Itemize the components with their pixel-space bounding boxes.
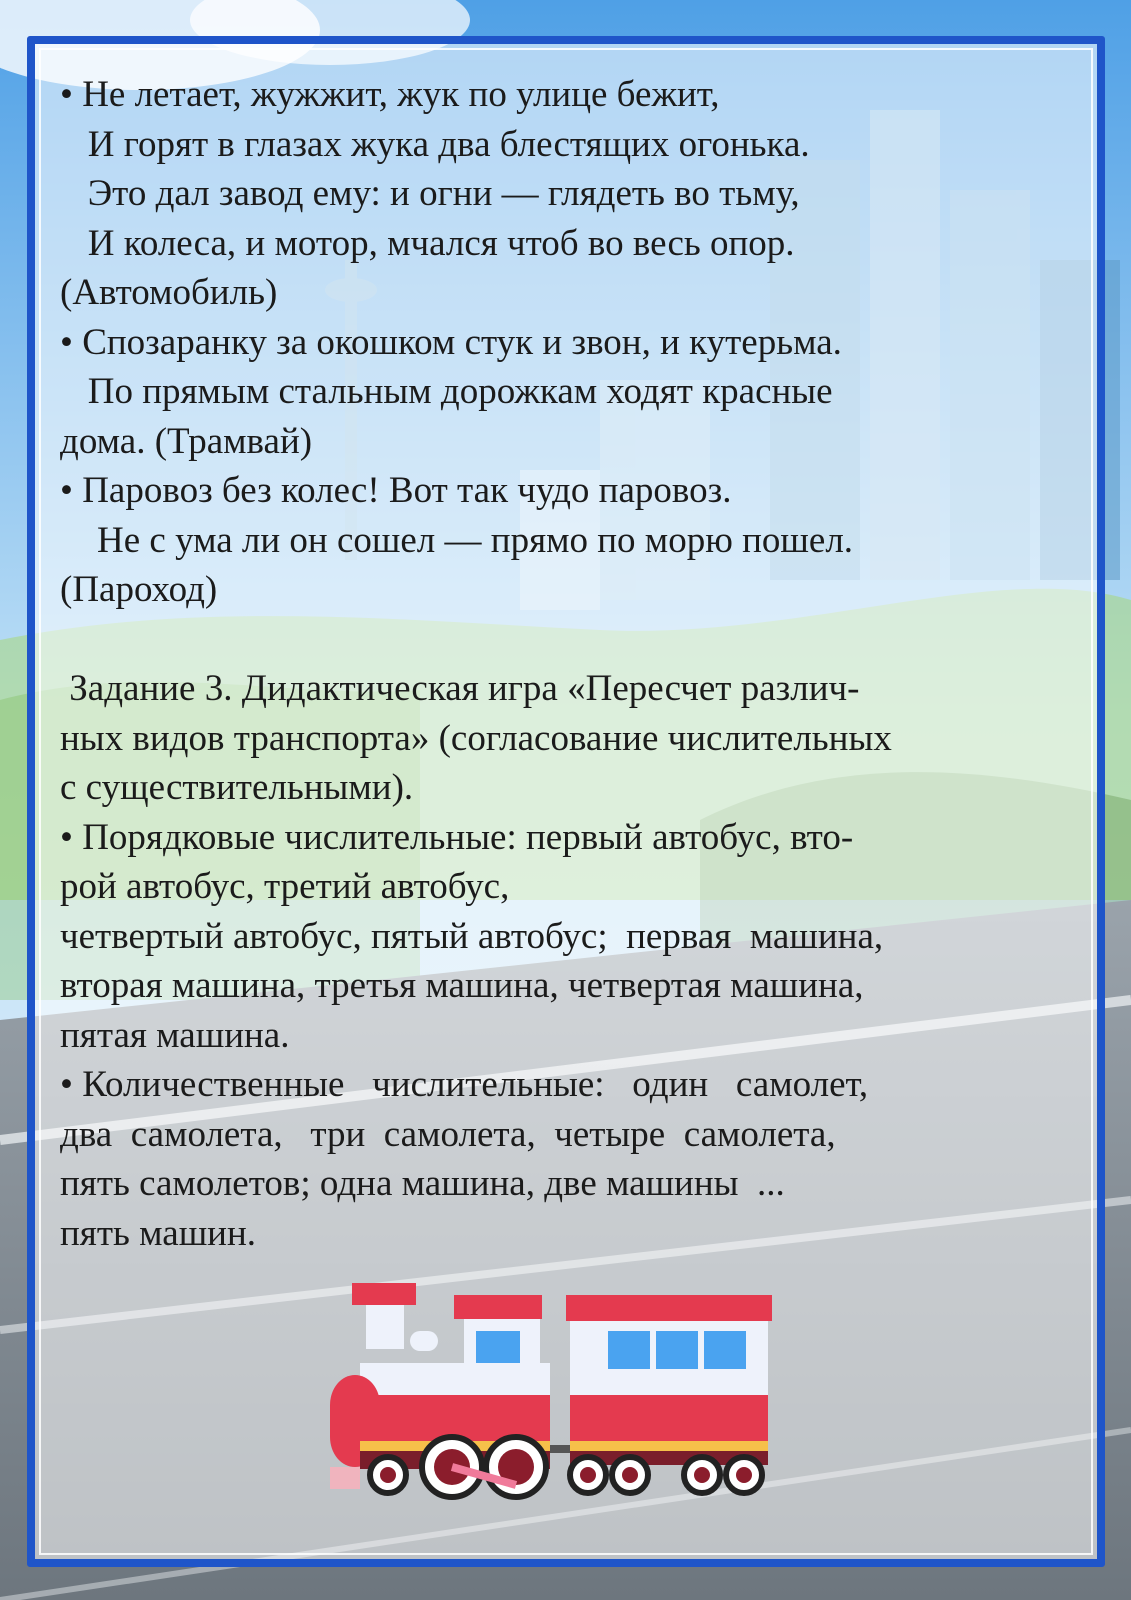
train-illustration xyxy=(330,1275,795,1505)
text-line: ных видов транспорта» (согласование числительных xyxy=(60,717,892,759)
text-line: • Спозаранку за окошком стук и звон, и кутерьма. xyxy=(60,321,842,363)
text-line: И горят в глазах жука два блестящих огонька. xyxy=(60,123,810,165)
text-line: По прямым стальным дорожкам ходят красные xyxy=(60,371,833,412)
text-line: два самолета, три самолета, четыре самолета, xyxy=(60,1113,836,1155)
text-line: рой автобус, третий автобус, xyxy=(60,866,510,907)
text-line: с существительными). xyxy=(60,767,414,808)
text-line: Это дал завод ему: и огни — глядеть во тьму, xyxy=(60,173,800,214)
text-line: • Порядковые числительные: первый автобус, вто- xyxy=(60,816,854,858)
text-line: дома. (Трамвай) xyxy=(60,420,313,462)
text-line: пять машин. xyxy=(60,1212,257,1254)
document-text xyxy=(60,70,1090,1258)
text-line: (Пароход) xyxy=(60,569,218,610)
text-line: • Количественные числительные: один самолет, xyxy=(60,1064,869,1105)
text-line: четвертый автобус, пятый автобус; первая машина, xyxy=(60,915,884,957)
text-line: • Не летает, жужжит, жук по улице бежит, xyxy=(60,74,720,115)
text-line: И колеса, и мотор, мчался чтоб во весь опор. xyxy=(60,222,795,264)
steam-train-icon xyxy=(330,1275,795,1505)
text-line: (Автомобиль) xyxy=(60,272,278,313)
text-line: Не с ума ли он сошел — прямо по морю пошел. xyxy=(60,519,854,561)
text-line: вторая машина, третья машина, четвертая машина, xyxy=(60,965,864,1006)
task-heading-line: Задание 3. Дидактическая игра «Пересчет различ- xyxy=(60,668,860,709)
blank-line xyxy=(60,615,1090,665)
text-line: • Паровоз без колес! Вот так чудо паровоз. xyxy=(60,470,732,511)
text-line: пятая машина. xyxy=(60,1014,290,1056)
text-line: пять самолетов; одна машина, две машины ... xyxy=(60,1163,785,1204)
